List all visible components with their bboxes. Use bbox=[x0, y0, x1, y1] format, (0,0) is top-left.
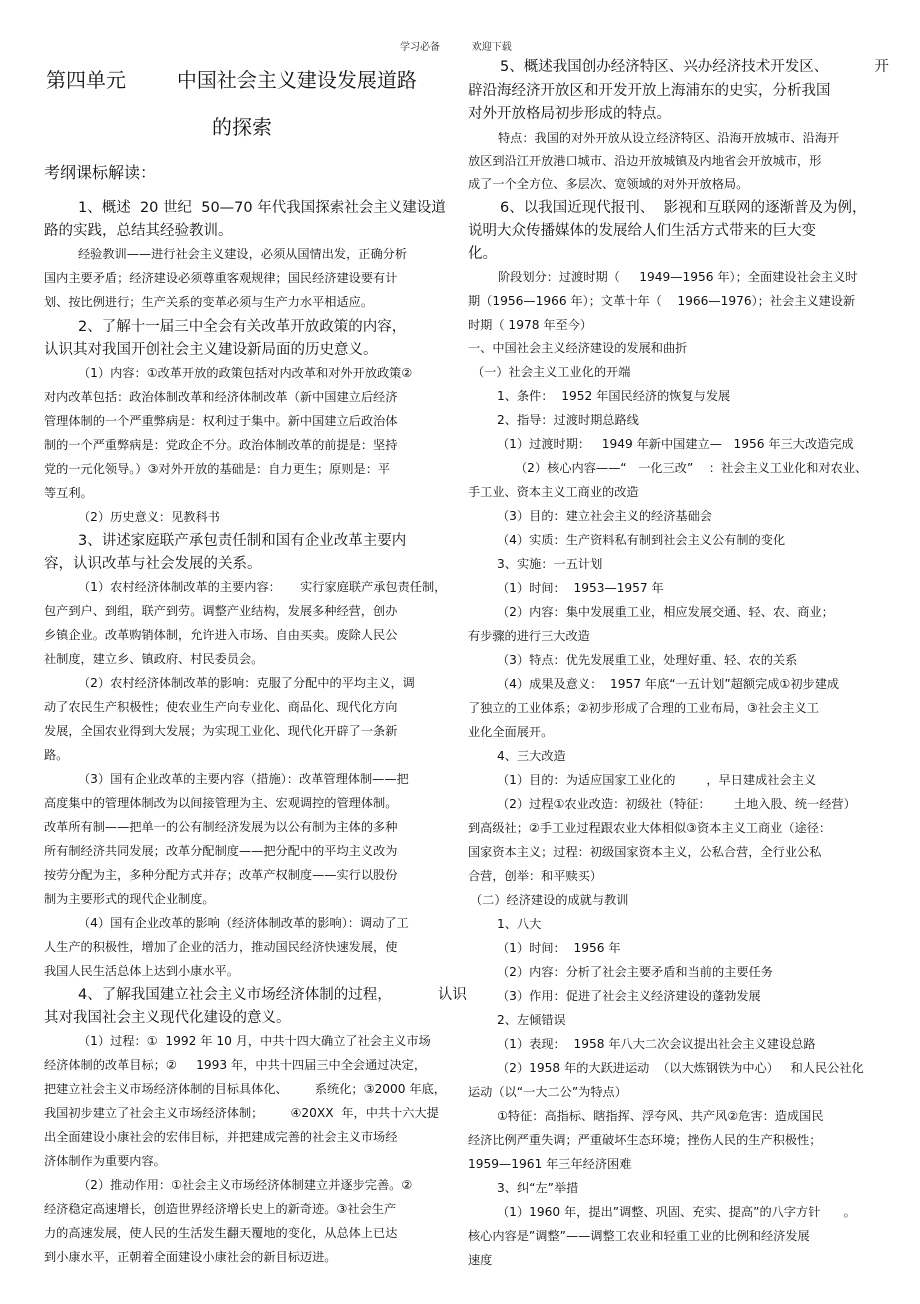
left-text-line: 等互利。 bbox=[44, 486, 93, 500]
left-text-line: 党的一元化领导。）③对外开放的基础是：自力更生；原则是：平 bbox=[44, 462, 391, 476]
right-text-line: （2）1958 年的大跃进运动 （以大炼钢铁为中心） 和人民公社化 bbox=[497, 1061, 864, 1075]
right-text-line: （1）时间： 1956 年 bbox=[497, 941, 621, 955]
left-text-line: 到小康水平，正朝着全面建设小康社会的新目标迈进。 bbox=[44, 1250, 337, 1264]
right-text-line: （一）社会主义工业化的开端 bbox=[472, 365, 631, 379]
left-text-line: 发展，全国农业得到大发展；为实现工业化、现代化开辟了一条新 bbox=[44, 724, 398, 738]
left-text-line: 2、了解十一届三中全会有关改革开放政策的内容， bbox=[78, 319, 407, 335]
page-header: 学习必备 欢迎下载 bbox=[400, 42, 512, 53]
right-text-line: 特点：我国的对外开放从设立经济特区、沿海开放城市、沿海开 bbox=[498, 131, 840, 145]
right-text-line: 手工业、资本主义工商业的改造 bbox=[468, 485, 639, 499]
left-text-line: 经验教训——进行社会主义建设，必须从国情出发，正确分析 bbox=[78, 247, 408, 261]
right-text-line: （2）内容：集中发展重工业，相应发展交通、轻、农、商业； bbox=[497, 605, 834, 619]
left-text-line: 考纲课标解读： bbox=[44, 163, 157, 182]
right-text-line: （3）作用：促进了社会主义经济建设的蓬勃发展 bbox=[497, 989, 761, 1003]
right-text-line: 经济比例严重失调；严重破坏生态环境；挫伤人民的生产积极性； bbox=[468, 1133, 822, 1147]
left-text-line: 对内改革包括：政治体制改革和经济体制改革（新中国建立后经济 bbox=[44, 390, 398, 404]
right-text-line: 1959—1961 年三年经济困难 bbox=[468, 1157, 632, 1171]
left-text-line: 高度集中的管理体制改为以间接管理为主、宏观调控的管理体制。 bbox=[44, 796, 398, 810]
left-text-line: 其对我国社会主义现代化建设的意义。 bbox=[44, 1010, 291, 1026]
right-text-line: （2）过程①农业改造：初级社（特征： 土地入股、统一经营） bbox=[497, 797, 856, 811]
right-text-line: （1）表现： 1958 年八大二次会议提出社会主义建设总路 bbox=[497, 1037, 816, 1051]
right-text-line: 说明大众传播媒体的发展给人们生活方式带来的巨大变 bbox=[468, 223, 816, 239]
right-text-line: 阶段划分：过渡时期（ 1949—1956 年）；全面建设社会主义时 bbox=[498, 270, 858, 284]
left-text-line: （1）内容：①改革开放的政策包括对内改革和对外开放政策② bbox=[78, 366, 413, 380]
right-text-line: （1）过渡时期： 1949 年新中国建立— 1956 年三大改造完成 bbox=[497, 437, 854, 451]
right-text-line: 速度 bbox=[468, 1253, 493, 1267]
right-text-line: 时期（ 1978 年至今） bbox=[468, 318, 593, 332]
left-text-line: 所有制经济共同发展；改革分配制度——把分配中的平均主义改为 bbox=[44, 844, 398, 858]
right-text-line: 1、条件： 1952 年国民经济的恢复与发展 bbox=[497, 389, 731, 403]
right-text-line: （3）特点：优先发展重工业，处理好重、轻、农的关系 bbox=[497, 653, 798, 667]
right-text-line: （2）核心内容——“ 一化三改” ：社会主义工业化和对农业、 bbox=[515, 461, 868, 475]
right-text-line: 有步骤的进行三大改造 bbox=[468, 629, 590, 643]
right-text-line: 一、中国社会主义经济建设的发展和曲折 bbox=[468, 341, 688, 355]
left-text-line: 3、讲述家庭联产承包责任制和国有企业改革主要内 bbox=[78, 533, 407, 549]
right-text-line: 业化全面展开。 bbox=[468, 725, 554, 739]
right-text-line: 运动（以“一大二公”为特点） bbox=[468, 1085, 627, 1099]
left-text-line: 4、了解我国建立社会主义市场经济体制的过程， 认识 bbox=[78, 987, 467, 1003]
right-text-line: 到高级社；②手工业过程跟农业大体相似③资本主义工商业（途径： bbox=[468, 821, 832, 835]
right-text-line: （4）成果及意义： 1957 年底“一五计划”超额完成①初步建成 bbox=[497, 677, 840, 691]
left-text-line: （1）农村经济体制改革的主要内容： 实行家庭联产承包责任制， bbox=[78, 580, 447, 594]
left-text-line: 路的实践，总结其经验教训。 bbox=[44, 223, 233, 239]
left-text-line: （2）推动作用：①社会主义市场经济体制建立并逐步完善。② bbox=[78, 1178, 413, 1192]
left-text-line: 经济体制的改革目标；② 1993 年，中共十四届三中全会通过决定， bbox=[44, 1058, 427, 1072]
left-text-line: 乡镇企业。改革购销体制，允许进入市场、自由买卖。废除人民公 bbox=[44, 628, 398, 642]
left-text-line: 路。 bbox=[44, 748, 69, 762]
right-text-line: 放区到沿江开放港口城市、沿边开放城镇及内地省会开放城市，形 bbox=[468, 154, 822, 168]
left-text-line: （4）国有企业改革的影响（经济体制改革的影响）：调动了工 bbox=[78, 916, 409, 930]
left-text-line: （3）国有企业改革的主要内容（措施）：改革管理体制——把 bbox=[78, 772, 409, 786]
right-text-line: 辟沿海经济开放区和开发开放上海浦东的史实，分析我国 bbox=[468, 83, 831, 99]
left-text-line: 社制度，建立乡、镇政府、村民委员会。 bbox=[44, 652, 264, 666]
right-text-line: 6、以我国近现代报刊、 影视和互联网的逐渐普及为例， bbox=[500, 200, 867, 216]
right-text-line: （3）目的：建立社会主义的经济基础会 bbox=[497, 509, 712, 523]
right-text-line: ①特征：高指标、瞎指挥、浮夸风、共产风②危害：造成国民 bbox=[497, 1109, 824, 1123]
left-text-line: 把建立社会主义市场经济体制的目标具体化、 系统化；③2000 年底， bbox=[44, 1082, 446, 1096]
right-text-line: 化。 bbox=[468, 246, 497, 262]
left-text-line: 出全面建设小康社会的宏伟目标，并把建成完善的社会主义市场经 bbox=[44, 1130, 398, 1144]
left-text-line: （2）历史意义：见教科书 bbox=[78, 510, 220, 524]
left-text-line: 认识其对我国开创社会主义建设新局面的历史意义。 bbox=[44, 342, 378, 358]
left-text-line: 力的高速发展，使人民的生活发生翻天覆地的变化，从总体上已达 bbox=[44, 1226, 398, 1240]
left-text-line: 划、按比例进行；生产关系的变革必须与生产力水平相适应。 bbox=[44, 295, 374, 309]
left-text-line: 经济稳定高速增长，创造世界经济增长史上的新奇迹。③社会生产 bbox=[44, 1202, 397, 1216]
right-text-line: 国家资本主义；过程：初级国家资本主义，公私合营，全行业公私 bbox=[468, 845, 822, 859]
right-text-line: （2）内容：分析了社会主要矛盾和当前的主要任务 bbox=[497, 965, 773, 979]
left-text-line: 国内主要矛盾；经济建设必须尊重客观规律；国民经济建设要有计 bbox=[44, 271, 398, 285]
left-text-line: （1）过程：① 1992 年 10 月，中共十四大确立了社会主义市场 bbox=[78, 1034, 431, 1048]
left-text-line: （2）农村经济体制改革的影响：克服了分配中的平均主义，调 bbox=[78, 676, 415, 690]
right-text-line: 对外开放格局初步形成的特点。 bbox=[468, 106, 671, 122]
right-text-line: （1）目的：为适应国家工业化的 ，早日建成社会主义 bbox=[497, 773, 817, 787]
right-text-line: （1）时间： 1953—1957 年 bbox=[497, 581, 664, 595]
right-text-line: 2、左倾错误 bbox=[497, 1013, 566, 1027]
left-text-line: 动了农民生产积极性；使农业生产向专业化、商品化、现代化方向 bbox=[44, 700, 398, 714]
right-text-line: 期（1956—1966 年）；文革十年（ 1966—1976）；社会主义建设新 bbox=[468, 294, 856, 308]
right-text-line: （1）1960 年，提出”调整、巩固、充实、提高”的八字方针 。 bbox=[497, 1205, 856, 1219]
left-text-line: 改革所有制——把单一的公有制经济发展为以公有制为主体的多种 bbox=[44, 820, 398, 834]
right-text-line: （4）实质：生产资料私有制到社会主义公有制的变化 bbox=[497, 533, 786, 547]
left-text-line: 1、概述 20 世纪 50—70 年代我国探索社会主义建设道 bbox=[78, 200, 446, 216]
right-text-line: 1、八大 bbox=[497, 917, 542, 931]
right-text-line: 5、概述我国创办经济特区、兴办经济技术开发区、 开 bbox=[500, 59, 889, 75]
right-text-line: 合营，创举：和平赎买） bbox=[468, 869, 603, 883]
right-text-line: 3、实施：一五计划 bbox=[497, 557, 603, 571]
right-text-line: 3、纠“左”举措 bbox=[497, 1181, 579, 1195]
left-text-line: 人生产的积极性，增加了企业的活力，推动国民经济快速发展，使 bbox=[44, 940, 398, 954]
left-text-line: 管理体制的一个严重弊病是：权利过于集中。新中国建立后政治体 bbox=[44, 414, 398, 428]
left-text-line: 第四单元 中国社会主义建设发展道路 bbox=[46, 68, 417, 92]
left-text-line: 的探索 bbox=[212, 115, 272, 139]
left-text-line: 制的一个严重弊病是：党政企不分。政治体制改革的前提是：坚持 bbox=[44, 438, 398, 452]
left-text-line: 制为主要形式的现代企业制度。 bbox=[44, 892, 215, 906]
left-text-line: 济体制作为重要内容。 bbox=[44, 1154, 166, 1168]
right-text-line: 核心内容是”调整”——调整工农业和轻重工业的比例和经济发展 bbox=[468, 1229, 810, 1243]
right-text-line: （二）经济建设的成就与教训 bbox=[470, 893, 629, 907]
right-text-line: 2、指导：过渡时期总路线 bbox=[497, 413, 639, 427]
left-text-line: 容，认识改革与社会发展的关系。 bbox=[44, 556, 262, 572]
right-text-line: 成了一个全方位、多层次、宽领域的对外开放格局。 bbox=[468, 177, 749, 191]
left-text-line: 我国初步建立了社会主义市场经济体制； ④20XX 年，中共十六大提 bbox=[44, 1106, 439, 1120]
left-text-line: 我国人民生活总体上达到小康水平。 bbox=[44, 964, 239, 978]
left-text-line: 包产到户、到组，联产到劳。调整产业结构，发展多种经营，创办 bbox=[44, 604, 398, 618]
right-text-line: 了独立的工业体系；②初步形成了合理的工业布局，③社会主义工 bbox=[468, 701, 819, 715]
left-text-line: 按劳分配为主，多种分配方式并存；改革产权制度——实行以股份 bbox=[44, 868, 398, 882]
right-text-line: 4、三大改造 bbox=[497, 749, 566, 763]
